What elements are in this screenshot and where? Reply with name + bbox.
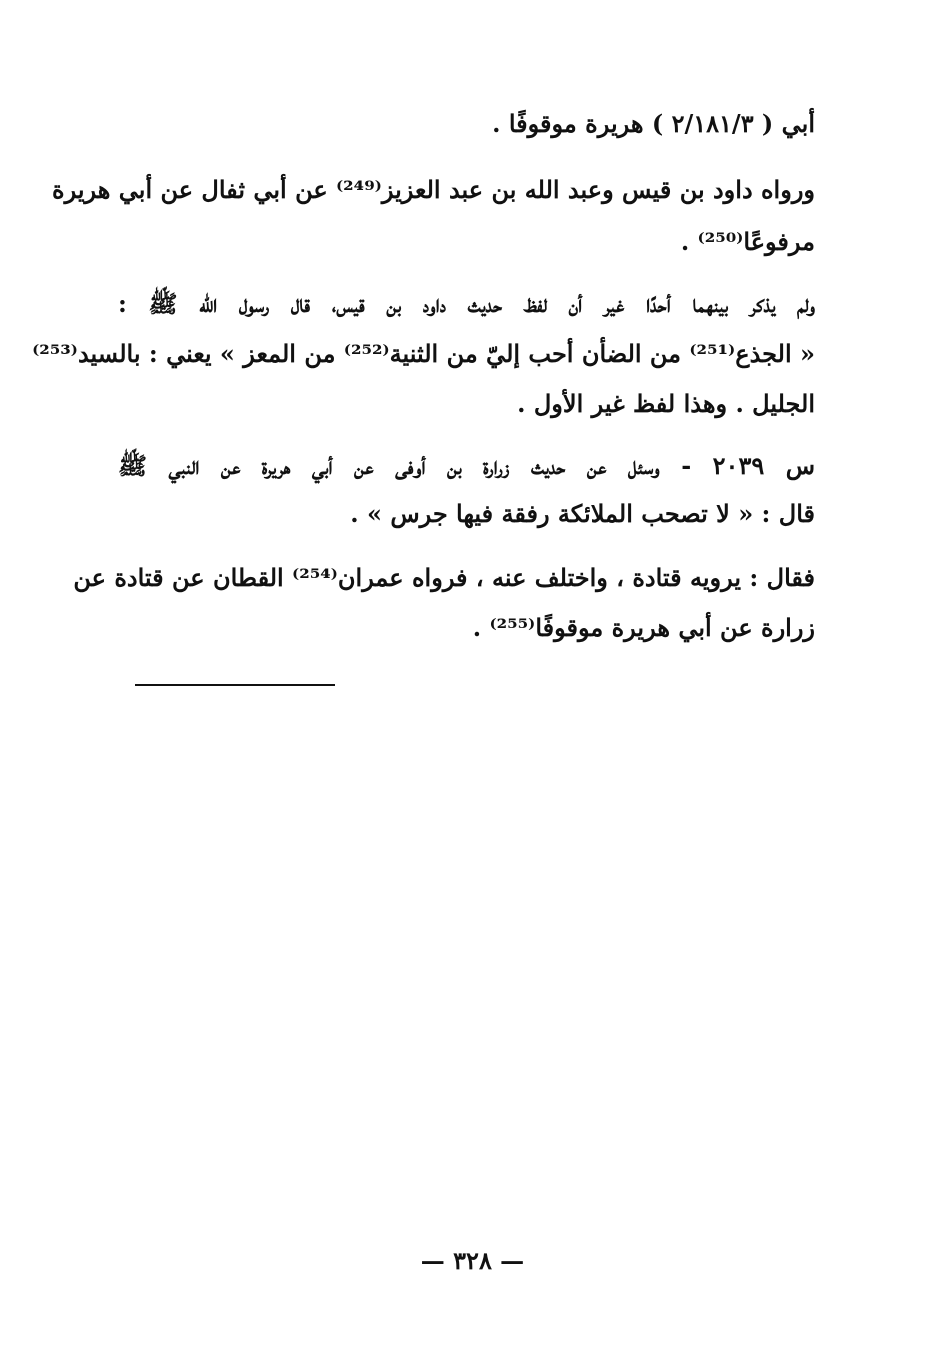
body-line: أبي ( ٢/١٨١/٣ ) هريرة موقوفًا . [492,109,815,138]
body-line: « الجذع⁽²⁵¹⁾ من الضأن أحب إليّ من الثنية⁽²⁵²⁾ من المعز » يعني : بالسيد⁽²⁵³⁾ [32,339,815,368]
body-line: الجليل . وهذا لفظ غير الأول . [517,389,815,418]
page-number: — ٣٢٨ — [420,1246,525,1275]
body-line: ولم يذكر بينهما أحدًا غير أن لفظ حديث داود بن قيس، قال رسول الله ﷺ : [118,289,815,318]
body-line: مرفوعًا⁽²⁵⁰⁾ . [680,227,815,256]
body-line: زرارة عن أبي هريرة موقوفًا⁽²⁵⁵⁾ . [472,613,815,642]
body-line: ورواه داود بن قيس وعبد الله بن عبد العزيز⁽²⁴⁹⁾ عن أبي ثفال عن أبي هريرة [52,175,815,204]
footnote-separator [135,684,335,686]
body-line: قال : « لا تصحب الملائكة رفقة فيها جرس » . [350,499,815,528]
question-heading: س ٢٠٣٩ - وسئل عن حديث زرارة بن أوفى عن أبي هريرة عن النبي ﷺ [118,451,816,480]
body-line: فقال : يرويه قتادة ، واختلف عنه ، فرواه عمران⁽²⁵⁴⁾ القطان عن قتادة عن [73,563,815,592]
